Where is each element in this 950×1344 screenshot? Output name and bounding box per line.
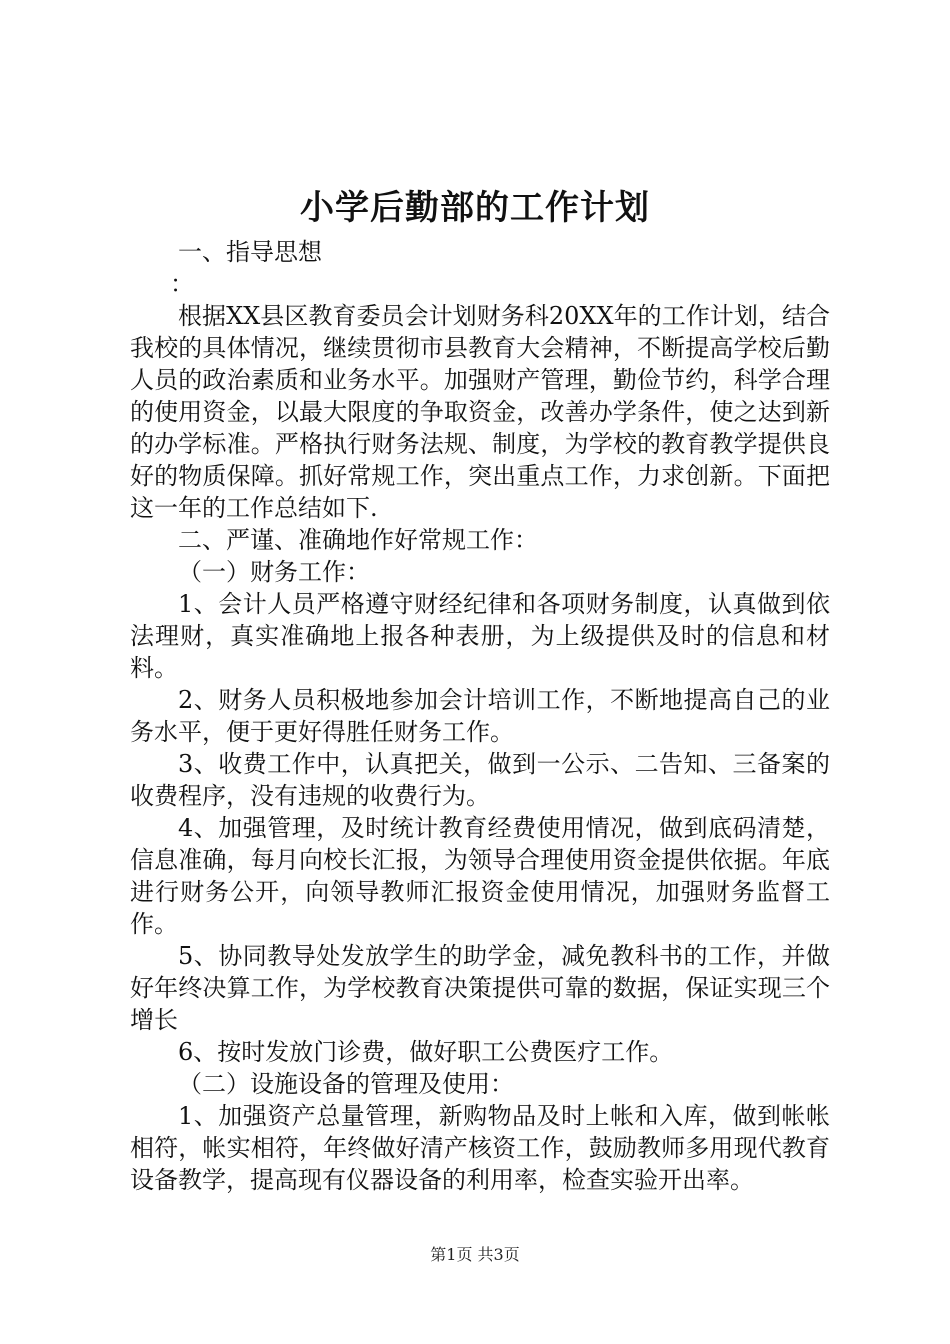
list-item: 2、财务人员积极地参加会计培训工作，不断地提高自己的业务水平，便于更好得胜任财务工作。 xyxy=(130,686,830,746)
document-body xyxy=(130,236,830,1196)
list-item: 1、加强资产总量管理，新购物品及时上帐和入库，做到帐帐相符，帐实相符，年终做好清产核资工作，鼓励教师多用现代教育设备教学，提高现有仪器设备的利用率，检查实验开出率。 xyxy=(130,1102,830,1194)
subsection-heading: （二）设施设备的管理及使用： xyxy=(178,1070,514,1098)
section-heading: 一、指导思想 xyxy=(178,238,322,266)
list-item: 5、协同教导处发放学生的助学金，减免教科书的工作，并做好年终决算工作，为学校教育决策提供可靠的数据，保证实现三个增长 xyxy=(130,942,830,1034)
subsection-heading: （一）财务工作： xyxy=(178,558,370,586)
paragraph: 根据XX县区教育委员会计划财务科20XX年的工作计划，结合我校的具体情况，继续贯彻市县教育大会精神，不断提高学校后勤人员的政治素质和业务水平。加强财产管理，勤俭节约，科学合理的使用资金，以最大限度的争取资金，改善办学条件，使之达到新的办学标准。严格执行财务法规、制度，为学校的教育教学提供良好的物质保障。抓好常规工作，突出重点工作，力求创新。下面把这一年的工作总结如下. xyxy=(130,302,830,522)
document-title: 小学后勤部的工作计划 xyxy=(300,188,650,228)
list-item: 6、按时发放门诊费，做好职工公费医疗工作。 xyxy=(178,1038,674,1066)
list-item: 4、加强管理，及时统计教育经费使用情况，做到底码清楚，信息准确，每月向校长汇报，为领导合理使用资金提供依据。年底进行财务公开，向领导教师汇报资金使用情况，加强财务监督工作。 xyxy=(130,814,830,938)
list-item: 3、收费工作中，认真把关，做到一公示、二告知、三备案的收费程序，没有违规的收费行为。 xyxy=(130,750,830,810)
section-colon: ： xyxy=(170,270,194,298)
section-heading: 二、严谨、准确地作好常规工作： xyxy=(178,526,538,554)
list-item: 1、会计人员严格遵守财经纪律和各项财务制度，认真做到依法理财，真实准确地上报各种表册，为上级提供及时的信息和材料。 xyxy=(130,590,830,682)
page-footer: 第1页 共3页 xyxy=(430,1245,520,1264)
